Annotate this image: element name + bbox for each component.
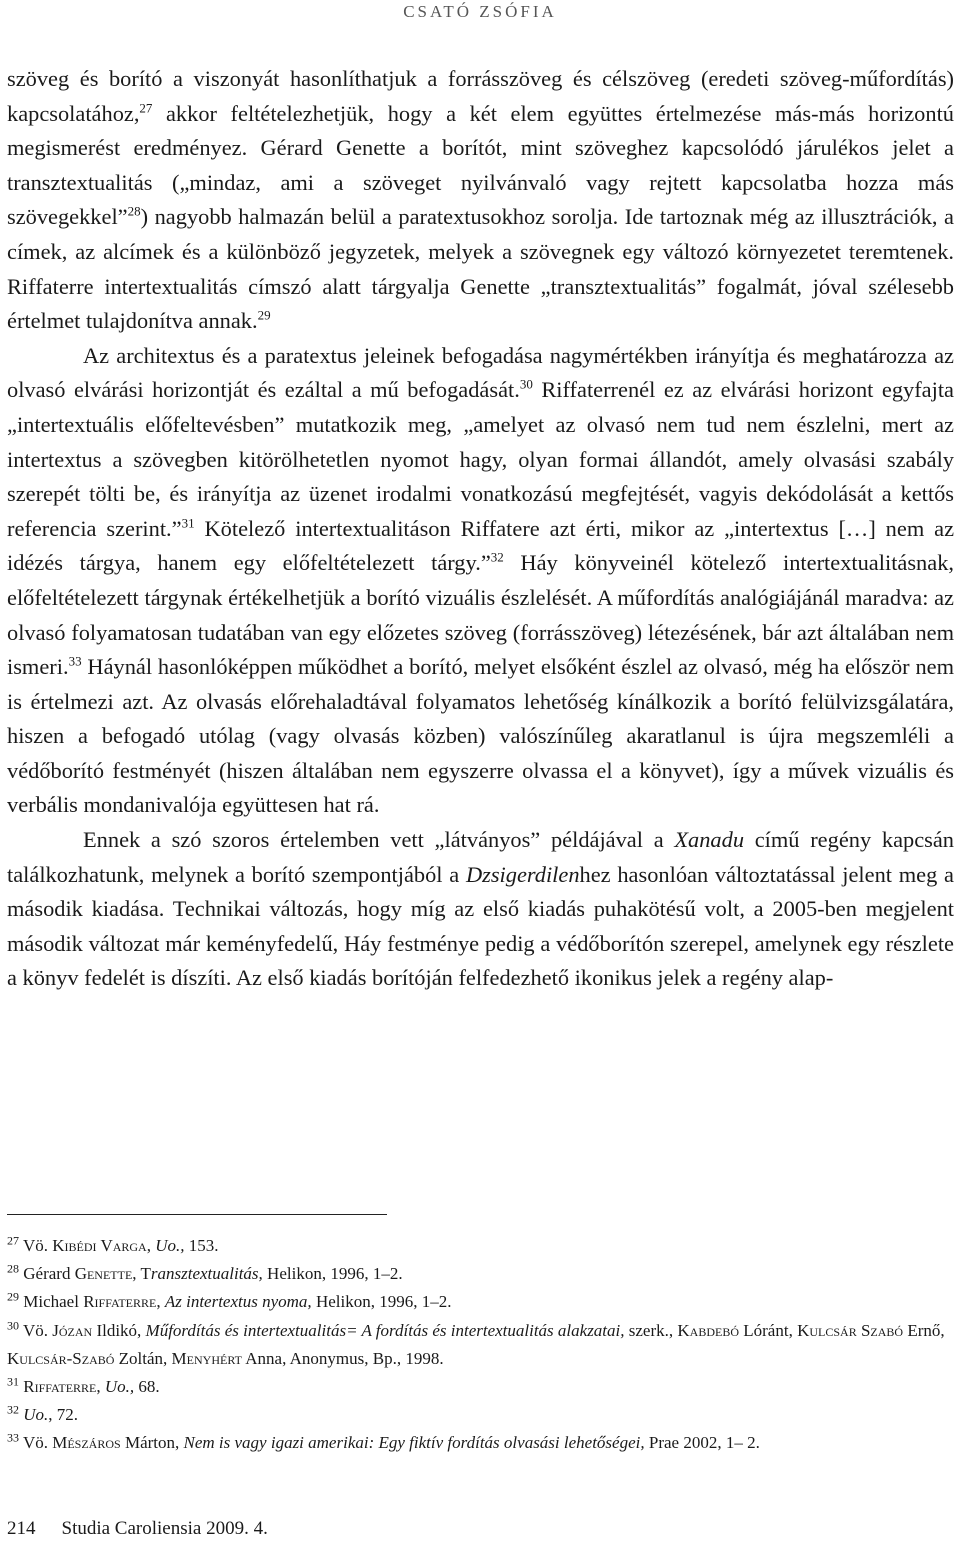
text-run: Ildikó, [92, 1320, 146, 1340]
text-run: 68. [134, 1377, 160, 1397]
text-run: szerk., [624, 1320, 678, 1340]
main-text [7, 62, 954, 996]
small-caps-name: Riffaterre [23, 1377, 97, 1397]
footnote [7, 1373, 954, 1401]
text-run: , T [132, 1264, 151, 1284]
text-run: szöveg és borító a viszonyát hasonlíthatjuk a forrásszöveg és célszöveg (eredeti szöveg-műfordítás) kapcsolatához, [7, 66, 954, 126]
small-caps-name: Kulcsár-Szabó [7, 1348, 115, 1368]
text-run: Gérard [23, 1264, 75, 1284]
text-run: Zoltán, [114, 1348, 172, 1368]
text-run: hez hasonlóan változtatással jelent meg a második kiadása. Technikai változás, hogy míg az első kiadás puhakötésű volt, a 2005-ben megjelent második változat már keményfedelű, Háy festménye pedig a védőborítón szerepel, amelynek egy részlete a könyv fedelét is díszíti. Az első kiadás borítóján felfedezhető ikonikus jelek a regény alap- [7, 861, 954, 991]
footnote-ref: 27 [139, 100, 153, 116]
footnote-ref: 32 [490, 549, 504, 565]
italic-text: Uo., [155, 1236, 185, 1255]
italic-text: Dzsigerdilen [465, 861, 580, 887]
text-run: Ernő, [903, 1320, 945, 1340]
footnote-number: 27 [7, 1233, 19, 1248]
footnote-number: 33 [7, 1430, 19, 1445]
text-run: , [96, 1377, 105, 1397]
journal-title: Studia Caroliensia 2009. 4. [61, 1518, 268, 1539]
text-run: Riffaterrenél ez az elvárási horizont egyfajta „intertextuális előfeltevésben” mutatkozik meg, „amelyet az olvasó nem tud nem észlelni, mert az intertextus a szövegben kitörölhetetlen nyomot hagy, olyan formai állandót, amely olvasási szabály szerepét tölti be, és irányítja az üzenet irodalmi vonatkozású megfejtését, vagyis dekódolását a kettős referencia szerint.” [7, 377, 954, 541]
paragraph [7, 823, 954, 996]
text-run: 153. [184, 1236, 219, 1255]
italic-text: Xanadu [674, 827, 745, 853]
small-caps-name: Józan [52, 1320, 93, 1340]
footnote [7, 1232, 954, 1260]
footnote [7, 1317, 954, 1373]
text-run: Michael [23, 1292, 84, 1312]
small-caps-name: Mészáros [52, 1433, 121, 1453]
footnote [7, 1288, 954, 1316]
text-run: ) nagyobb halmazán belül a paratextusokhoz sorolja. Ide tartoznak még az illusztrációk, a címek, az alcímek és a különböző jegyzetek, melyek a szövegnek egy változó környezetet teremtenek. Riffaterre intertextualitás címszó alatt tárgyalja Genette „transztextualitás” fogalmát, jóval szélesebb értelmet tulajdonítva annak. [7, 204, 954, 334]
footnotes [7, 1232, 954, 1458]
footnote-number: 29 [7, 1289, 19, 1304]
footnote-ref: 30 [519, 376, 533, 392]
italic-text: Nem is vagy igazi amerikai: Egy fiktív fordítás olvasási lehetőségei, [183, 1433, 645, 1453]
paragraph [7, 62, 954, 339]
footnote-number: 32 [7, 1402, 19, 1417]
text-run: Vö. [22, 1433, 53, 1453]
footnote-ref: 28 [127, 203, 141, 219]
text-run: Anna, Anonymus, Bp., 1998. [241, 1348, 444, 1368]
text-run: , [146, 1236, 156, 1255]
text-run: Helikon, 1996, 1–2. [262, 1264, 403, 1284]
footnote [7, 1429, 954, 1457]
small-caps-name: Kibédi Varga [52, 1236, 147, 1255]
small-caps-name: Kabdebó [677, 1320, 740, 1340]
footnote-ref: 31 [181, 515, 195, 531]
paragraph [7, 339, 954, 823]
running-head: CSATÓ ZSÓFIA [403, 2, 557, 21]
footnote-ref: 33 [68, 653, 82, 669]
italic-text: Uo. [23, 1405, 49, 1425]
text-run: című regény kapcsán találkozhatunk, melynek a borító szempontjából a [7, 827, 954, 887]
text-run: Háy könyveinél kötelező intertextualitásnak, előfeltételezett tárgynak értékelhetjük a borító vizuális észlelését. A műfordítás analógiájánál maradva: az olvasó folyamatosan tudatában van egy előzetes szöveg (forrásszöveg) létezésének, bár azt általában nem ismeri. [7, 550, 954, 680]
footnote [7, 1260, 954, 1288]
italic-text: ransztextualitás, [150, 1264, 263, 1284]
page-footer [7, 1518, 268, 1540]
text-run: akkor feltételezhetjük, hogy a két elem együttes értelmezése más-más horizontú megismerést eredményez. Gérard Genette a borítót, mint szöveghez kapcsolódó járulékos jelet a transztextualitás („mindaz, ami a szöveget nyilvánvaló vagy rejtett kapcsolatba hozza más szövegekkel” [7, 100, 954, 230]
italic-text: Az intertextus nyoma, [164, 1292, 312, 1312]
small-caps-name: Kulcsár Szabó [797, 1320, 904, 1340]
small-caps-name: Riffaterre [83, 1292, 157, 1312]
footnote-ref: 29 [257, 307, 271, 323]
italic-text: Műfordítás és intertextualitás= A fordítás és intertextualitás alakzatai, [145, 1320, 625, 1340]
footnote [7, 1401, 954, 1429]
footnote-number: 28 [7, 1261, 19, 1276]
text-run: , 72. [48, 1405, 79, 1425]
small-caps-name: Menyhért [171, 1348, 242, 1368]
text-run: , [156, 1292, 165, 1312]
text-run: Háynál hasonlóképpen működhet a borító, melyet elsőként észlel az olvasó, még ha először nem is értelmezi azt. Az olvasás előrehaladtával folyamatos lehetőség kínálkozik a borító felülvizsgálatára, hiszen a befogadó utólag (vagy olvasás közben) valószínűleg akaratlanul is újra megszemléli a védőborító festményét (hiszen általában nem egyszerre olvassa el a könyvet), így a művek vizuális és verbális mondanivalója együttesen hat rá. [7, 654, 954, 818]
italic-text: Uo., [104, 1377, 135, 1397]
text-run: Helikon, 1996, 1–2. [311, 1292, 452, 1312]
small-caps-name: Genette [74, 1264, 133, 1284]
text-run: Vö. [22, 1236, 53, 1255]
footnote-rule [7, 1214, 387, 1215]
text-run: Prae 2002, 1– 2. [644, 1433, 760, 1453]
footnote-number: 30 [7, 1317, 19, 1332]
text-run: Az architextus és a paratextus jeleinek befogadása nagymértékben irányítja és meghatározza az olvasó elvárási horizontját és ezáltal a mű befogadását. [7, 342, 954, 403]
text-run: Kötelező intertextualitáson Riffatere azt érti, mikor az „intertextus […] nem az idézés tárgya, hanem egy előfeltételezett tárgy.” [7, 515, 955, 576]
footnote-number: 31 [7, 1374, 19, 1389]
page-number: 214 [7, 1518, 36, 1539]
text-run: Ennek a szó szoros értelemben vett „látványos” példájával a [83, 827, 675, 853]
text-run: Vö. [22, 1320, 53, 1340]
text-run: Lóránt, [739, 1320, 798, 1340]
text-run: Márton, [120, 1433, 184, 1453]
